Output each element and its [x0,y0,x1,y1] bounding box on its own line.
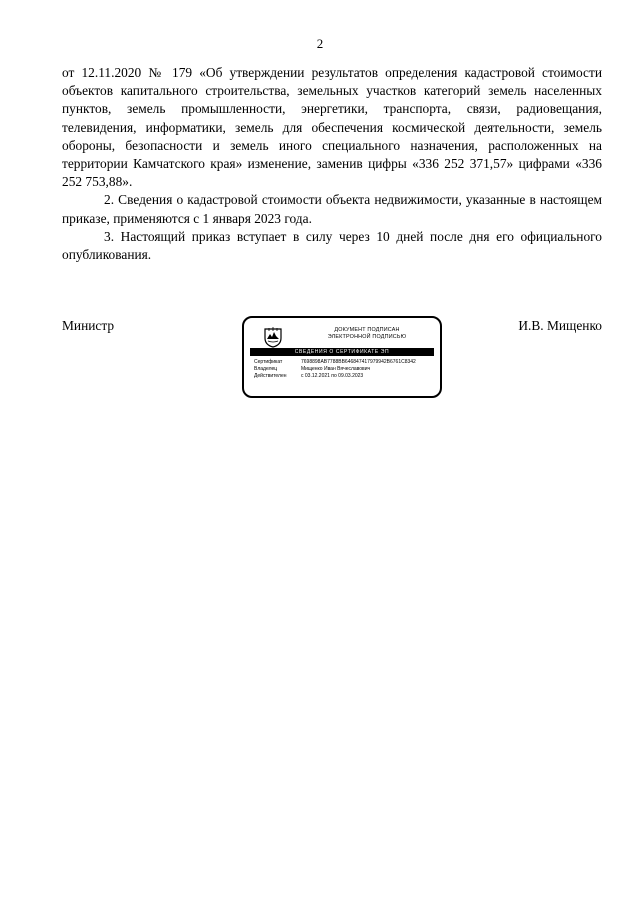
stamp-field-certificate [254,359,434,366]
stamp-certificate-header: СВЕДЕНИЯ О СЕРТИФИКАТЕ ЭП [250,348,434,356]
stamp-fields [254,359,434,380]
stamp-field-owner [254,366,434,373]
page-number: 2 [316,36,324,51]
signatory-name: И.В. Мищенко [518,318,602,333]
kamchatka-coat-of-arms-icon [262,326,284,348]
paragraph-item-3: 3. Настоящий приказ вступает в силу через 10 дней после дня его официального опубликования. [62,228,602,263]
stamp-field-value: 7698898AB7788BB646847417979942B6761C8342 [301,359,416,365]
stamp-title-line-1: ДОКУМЕНТ ПОДПИСАН [334,327,400,333]
stamp-field-label: Владелец [254,366,278,372]
stamp-field-validity [254,373,434,380]
stamp-field-label: Действителен [254,373,287,379]
signature-block [62,318,602,408]
stamp-field-value: с 03.12.2021 по 09.03.2023 [301,373,364,379]
paragraph-item-2: 2. Сведения о кадастровой стоимости объекта недвижимости, указанные в настоящем приказе, применяются с 1 января 2023 года. [62,192,602,226]
stamp-title [304,327,430,341]
electronic-signature-stamp [242,316,442,398]
stamp-field-label: Сертификат [254,359,283,365]
stamp-title-line-2: ЭЛЕКТРОННОЙ ПОДПИСЬЮ [327,334,407,340]
signatory-position: Министр [62,318,115,333]
paragraph-continuation: от 12.11.2020 № 179 «Об утверждении результатов определения кадастровой стоимости объектов капитального строительства, земельных участков категорий земель населенных пунктов, земель промышленности, энергетики, транспорта, связи, радиовещания, телевидения, информатики, земель для обеспечения космической деятельности, земель обороны, безопасности и земель иного специального назначения, расположенных на территории Камчатского края» изменение, заменив цифры «336 252 371,57» цифрами «336 252 753,88». [62,65,602,190]
stamp-field-value: Мищенко Иван Вячеславович [301,366,371,372]
document-body [62,64,602,264]
